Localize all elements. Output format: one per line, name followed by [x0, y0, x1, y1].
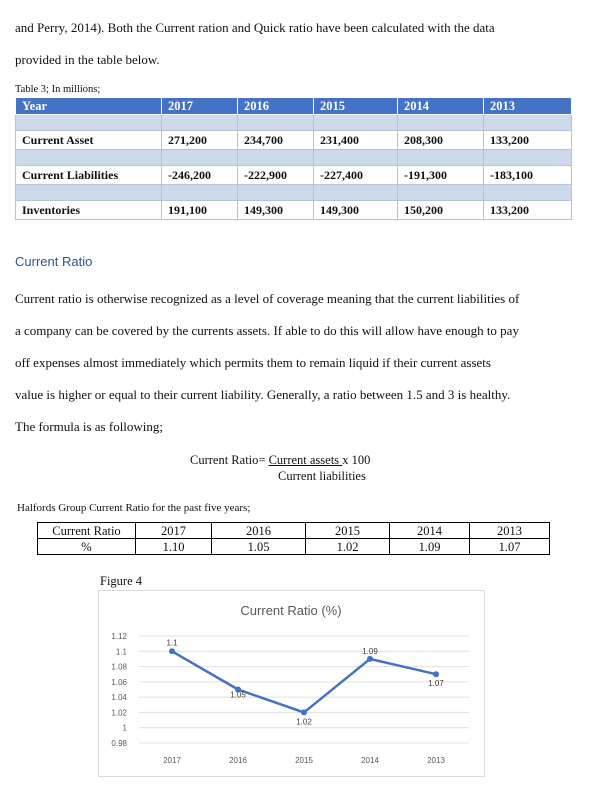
x-tick-label: 2013: [427, 756, 445, 765]
paragraph-line: off expenses almost immediately which permits them to remain liquid if their current assets: [15, 355, 491, 370]
data-label: 1.09: [362, 646, 378, 656]
data-point: [367, 656, 373, 662]
table-cell: 133,200: [484, 131, 572, 150]
row-label: Current Asset: [16, 131, 162, 150]
table-cell: 1.10: [136, 539, 212, 555]
row-label: Inventories: [16, 201, 162, 220]
y-tick-label: 1.06: [111, 677, 127, 687]
figure-label: Figure 4: [100, 574, 143, 588]
paragraph-line: value is higher or equal to their current liability. Generally, a ratio between 1.5 and 3 is healthy.: [15, 387, 511, 402]
header-cell: 2016: [238, 98, 314, 115]
table-row: [38, 523, 550, 539]
paragraph-intro-line1: and Perry, 2014). Both the Current ration and Quick ratio have been calculated with the data: [15, 20, 495, 35]
current-ratio-chart: [99, 591, 484, 776]
formula-line: [190, 453, 370, 468]
financial-table: [15, 97, 572, 220]
y-tick-label: 1: [122, 723, 127, 733]
table-cell: 150,200: [398, 201, 484, 220]
table-row: [16, 166, 572, 185]
table-cell: -183,100: [484, 166, 572, 185]
table-cell: 149,300: [314, 201, 398, 220]
table-cell: 2013: [470, 523, 550, 539]
paragraph-intro-line2: provided in the table below.: [15, 52, 160, 67]
formula-multiplier: x 100: [342, 453, 371, 467]
y-tick-label: 1.02: [111, 708, 127, 718]
formula-denominator: Current liabilities: [278, 469, 366, 483]
x-tick-label: 2017: [163, 756, 181, 765]
table-header-row: [16, 98, 572, 115]
table-cell: 271,200: [162, 131, 238, 150]
y-tick-label: 0.98: [111, 739, 127, 748]
header-cell: 2013: [484, 98, 572, 115]
data-label: 1.02: [296, 717, 312, 727]
formula-numerator: Current assets: [268, 453, 343, 467]
table-cell: 133,200: [484, 201, 572, 220]
table-row: [16, 201, 572, 220]
data-label: 1.1: [166, 638, 178, 648]
table-cell: 191,100: [162, 201, 238, 220]
header-cell: 2015: [314, 98, 398, 115]
table-cell: 149,300: [238, 201, 314, 220]
band-row: [16, 150, 572, 166]
table-cell: Current Ratio: [38, 523, 136, 539]
row-label: Current Liabilities: [16, 166, 162, 185]
table-cell: 2017: [136, 523, 212, 539]
paragraph-line: The formula is as following;: [15, 419, 164, 434]
table-cell: -191,300: [398, 166, 484, 185]
y-tick-label: 1.08: [111, 662, 127, 672]
data-point: [433, 671, 439, 677]
band-row: [16, 115, 572, 131]
paragraph-line: a company can be covered by the currents assets. If able to do this will allow have enough to pay: [15, 323, 519, 338]
table-cell: 231,400: [314, 131, 398, 150]
header-cell: 2014: [398, 98, 484, 115]
table-cell: 2014: [390, 523, 470, 539]
data-label: 1.07: [428, 679, 444, 689]
table-cell: %: [38, 539, 136, 555]
table3-caption: Table 3; In millions;: [15, 84, 101, 95]
table-row: [16, 131, 572, 150]
y-tick-label: 1.1: [115, 647, 127, 657]
table-cell: 208,300: [398, 131, 484, 150]
formula-lhs: Current Ratio=: [190, 453, 269, 467]
table-row: [38, 539, 550, 555]
data-label: 1.05: [230, 690, 246, 700]
header-cell: 2017: [162, 98, 238, 115]
data-point: [301, 709, 307, 715]
table-cell: 1.02: [306, 539, 390, 555]
chart-container: [98, 590, 485, 777]
table-cell: -246,200: [162, 166, 238, 185]
paragraph-line: Current ratio is otherwise recognized as a level of coverage meaning that the current liabilities of: [15, 291, 520, 306]
chart-title: Current Ratio (%): [240, 603, 342, 618]
table-cell: 1.07: [470, 539, 550, 555]
header-cell: Year: [16, 98, 162, 115]
table-cell: 1.09: [390, 539, 470, 555]
x-tick-label: 2015: [295, 756, 313, 765]
data-point: [169, 648, 175, 654]
table-cell: -222,900: [238, 166, 314, 185]
table-cell: 2015: [306, 523, 390, 539]
y-tick-label: 1.12: [111, 632, 127, 641]
table4-caption: Halfords Group Current Ratio for the past five years;: [17, 502, 251, 514]
band-row: [16, 185, 572, 201]
current-ratio-table: [37, 522, 550, 555]
table-cell: -227,400: [314, 166, 398, 185]
x-tick-label: 2016: [229, 756, 247, 765]
table-cell: 234,700: [238, 131, 314, 150]
section-heading: Current Ratio: [15, 254, 93, 269]
y-tick-label: 1.04: [111, 693, 127, 703]
table-cell: 2016: [212, 523, 306, 539]
table-cell: 1.05: [212, 539, 306, 555]
x-tick-label: 2014: [361, 756, 379, 765]
